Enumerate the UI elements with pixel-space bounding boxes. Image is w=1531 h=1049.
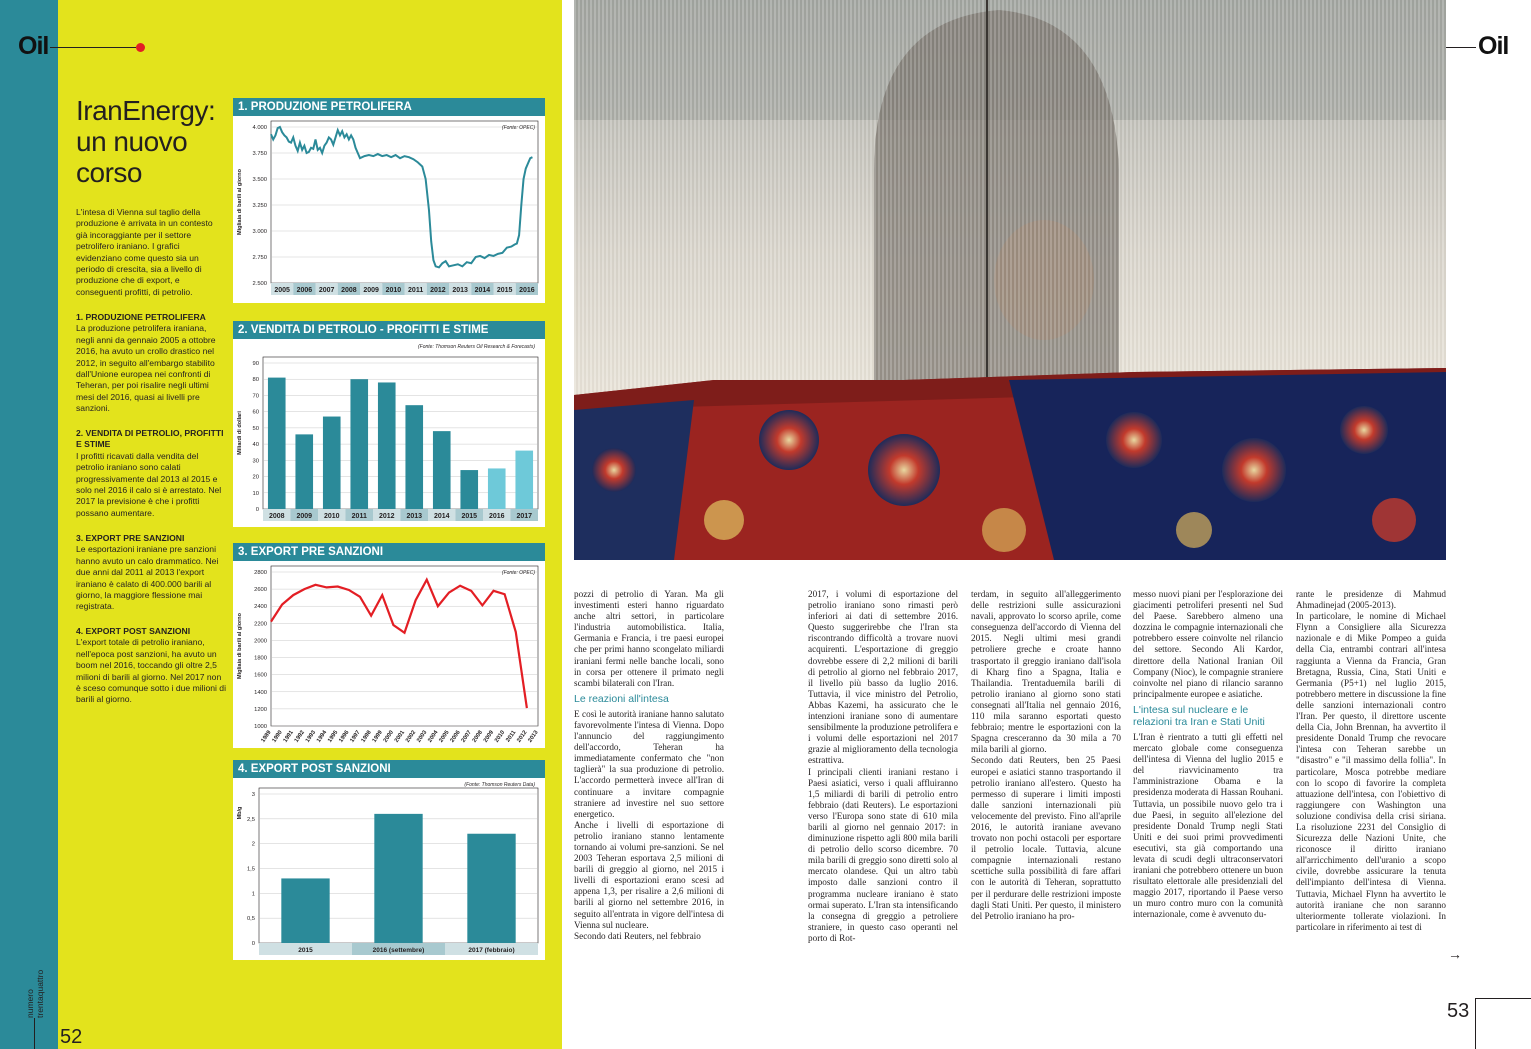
section-1-text: 1. PRODUZIONE PETROLIFERA La produzione petrolifera iraniana, negli anni da gennaio 2005 a ottobre 2016, ha avuto un crollo drastico nel 2012, in seguito all'embargo stabilito dall'Unione europea nei confronti di Teheran, per poi risalire negli ultimi mesi del 2016, quasi ai livelli pre sanzioni. <box>76 312 216 414</box>
y-tick-label: 50 <box>252 425 259 432</box>
x-tick-label: 1996 <box>338 729 351 744</box>
chart-title-production: 1. PRODUZIONE PETROLIFERA <box>233 98 545 116</box>
article-column-4: messo nuovi piani per l'esplorazione dei giacimenti petroliferi presenti nel Sud del Paese. Sarebbero almeno una dozzina le compagnie internazionali che potrebbero essere coinvolte nel rilancio del settore. Secondo Ali Kardor, direttore della National Iranian Oil Company (Nioc), le compagnie straniere coinvolte nel piano di rilancio saranno principalmente europee e asiatiche. L'intesa sul nucleare e le relazioni tra Iran e Stati Uniti L'Iran è rientrato a tutti gli effetti nel mercato globale come conseguenza dell'intesa di Vienna del luglio 2015 e del riavvicinamento tra l'amministrazione Obama e la presidenza moderata di Hassan Rouhani. Tuttavia, un possibile nuovo gelo tra i due Paesi, in seguito all'elezione del presidente Donald Trump negli Stati Uniti e dei suoi primi provvedimenti esecutivi, sta già comportando una levata di scudi degli ultraconservatori iraniani che potrebbero ottenere un buon risultato elettorale alle presidenziali del maggio 2017, riportando il Paese verso un muro contro muro con la comunità internazionale, come è avvenuto du- <box>1133 589 1283 920</box>
x-tick-label: 2013 <box>527 729 540 744</box>
x-tick-label: 1990 <box>271 729 284 744</box>
x-tick-label: 2015 <box>298 947 313 954</box>
y-tick-label: 2,5 <box>246 816 255 823</box>
y-axis-label: Migliaia di barili al giorno <box>237 168 243 236</box>
teal-margin-strip <box>0 0 58 1049</box>
x-tick-label: 2007 <box>318 287 335 294</box>
bar <box>515 451 533 509</box>
x-tick-label: 1999 <box>371 729 384 744</box>
bar <box>323 417 341 509</box>
bar <box>467 834 515 943</box>
bar <box>350 379 368 509</box>
x-tick-label: 2017 (febbraio) <box>468 947 515 954</box>
oil-logo-right: Oil <box>1478 32 1509 60</box>
y-axis-label: Migliaia di barili al giorno <box>237 612 243 680</box>
chart-export-pre <box>233 561 545 748</box>
y-tick-label: 3.000 <box>252 229 267 235</box>
article-column-2: 2017, i volumi di esportazione del petrolio iraniano sono rimasti però inferiori ai dati di settembre 2016. Questo suggerirebbe che l'Iran sta riscontrando difficoltà a trovare nuovi acquirenti. L'esportazione di greggio dovrebbe essere di 2,2 milioni di barili di petrolio al giorno nel febbraio 2017, il livello più basso da luglio 2016. Tuttavia, il vice ministro del Petrolio, Abbas Kazemi, ha assicurato che le intenzioni iraniane sono di aumentare sensibilmente la produzione petrolifera e i volumi delle esportazioni nel 2017 grazie al miglioramento della tecnologia estrattiva. I principali clienti iraniani restano i Paesi asiatici, verso i quali affluiranno 1,5 miliardi di barili di petrolio entro febbraio (dati Reuters). Le esportazioni verso l'Europa sono state di 610 mila barili al giorno nel gennaio 2017: in diminuzione rispetto agli 800 mila barili di petrolio dello scorso dicembre. 70 mila barili di greggio sono diretti solo al mercato olandese. Qui un altro tabù imposto dalle sanzioni contro il programma nucleare iraniano è stato ormai superato. L'Iran sta intensificando la consegna di greggio a petroliere straniere, in questo caso operanti nel porto di Rot- <box>808 589 959 943</box>
x-tick-label: 1994 <box>315 729 329 744</box>
page-number-left: 52 <box>60 1026 83 1048</box>
x-tick-label: 2015 <box>461 513 478 520</box>
bar <box>374 814 422 943</box>
x-tick-label: 2003 <box>416 729 429 744</box>
bar <box>378 382 396 509</box>
header-red-dot-left <box>136 43 145 52</box>
section-3-text: 3. EXPORT PRE SANZIONI Le esportazioni iraniane pre sanzioni hanno avuto un calo drammatico. Nei due anni dal 2011 al 2013 l'export iraniano è calato di 400.000 barili al giorno, la maggiore flessione mai registrata. <box>76 533 219 612</box>
plot-frame <box>271 566 538 726</box>
x-tick-label: 1998 <box>360 729 373 744</box>
y-tick-label: 3.250 <box>252 203 267 209</box>
x-tick-label: 1991 <box>282 729 295 744</box>
x-tick-label: 1995 <box>327 729 340 744</box>
x-tick-label: 2016 <box>488 513 505 520</box>
oil-logo-left: Oil <box>18 32 49 60</box>
y-tick-label: 2200 <box>254 621 267 628</box>
x-tick-label: 2014 <box>474 287 491 294</box>
continue-arrow-icon: → <box>1448 946 1462 962</box>
x-tick-label: 2006 <box>449 729 462 744</box>
y-tick-label: 3 <box>251 792 255 798</box>
y-tick-label: 2.750 <box>252 255 267 261</box>
x-tick-label: 2012 <box>516 729 529 744</box>
y-tick-label: 1200 <box>254 706 267 713</box>
section-2-text: 2. VENDITA DI PETROLIO, PROFITTI E STIME I profitti ricavati dalla vendita del petrolio iraniano sono calati progressivamente dal 2013 al 2015 e solo nel 2016 il calo si è arrestato. Nel 2017 la previsione è che i profitti possano aumentare. <box>76 428 224 518</box>
x-tick-label: 2000 <box>382 729 396 744</box>
x-tick-label: 2005 <box>274 287 290 294</box>
chart-title-sales: 2. VENDITA DI PETROLIO - PROFITTI E STIME <box>233 321 545 339</box>
x-tick-label: 2009 <box>296 513 313 520</box>
footer-rule-left <box>34 1018 35 1049</box>
y-tick-label: 3.750 <box>252 151 267 157</box>
y-axis-label: Mb/g <box>237 806 243 820</box>
header-rule-left <box>50 47 136 48</box>
footer-rule-right-v <box>1475 998 1476 1049</box>
y-axis-label: Miliardi di dollari <box>237 411 243 455</box>
bar <box>433 431 451 509</box>
x-tick-label: 2011 <box>351 513 367 520</box>
y-tick-label: 1 <box>251 891 255 898</box>
y-tick-label: 0,5 <box>246 916 255 923</box>
y-tick-label: 40 <box>252 442 259 449</box>
x-tick-label: 1992 <box>293 729 307 744</box>
chart-source: (Fonte: Thomson Reuters Data) <box>464 782 535 788</box>
x-tick-label: 2005 <box>438 729 451 744</box>
chart-title-export-post: 4. EXPORT POST SANZIONI <box>233 760 545 778</box>
y-tick-label: 1,5 <box>246 866 255 873</box>
subhead-reazioni: Le reazioni all'intesa <box>574 692 669 705</box>
chart-source: (Fonte: OPEC) <box>501 125 535 131</box>
y-tick-label: 80 <box>252 377 259 384</box>
x-tick-label: 2008 <box>341 287 357 294</box>
y-tick-label: 1600 <box>254 672 267 679</box>
chart-source: (Fonte: OPEC) <box>501 570 535 576</box>
x-tick-label: 1989 <box>260 729 273 744</box>
x-tick-label: 2011 <box>408 287 424 294</box>
x-tick-label: 2009 <box>482 729 496 744</box>
y-tick-label: 2.500 <box>252 281 267 287</box>
y-tick-label: 1800 <box>254 655 267 662</box>
y-tick-label: 2600 <box>254 587 267 594</box>
chart-sales <box>233 339 545 527</box>
x-tick-label: 2010 <box>385 287 402 294</box>
chart-production <box>233 116 545 303</box>
x-tick-label: 2014 <box>433 513 450 520</box>
page-number-right: 53 <box>1447 1000 1470 1022</box>
x-tick-label: 2016 (settembre) <box>372 947 425 954</box>
bar <box>281 878 329 943</box>
chart-card-export-post <box>233 760 545 960</box>
y-tick-label: 10 <box>252 490 259 497</box>
section-4-text: 4. EXPORT POST SANZIONI L'export totale di petrolio iraniano, nell'epoca post sanzioni, ha avuto un boom nel 2016, toccando gli oltre 2,5 milioni di barili al giorno. Nel 2017 non è sceso comunque sotto i due milioni di barili al giorno. <box>76 626 226 705</box>
y-tick-label: 2400 <box>254 604 267 611</box>
x-tick-label: 2001 <box>393 729 407 744</box>
x-tick-label: 2015 <box>496 287 513 294</box>
article-column-1: pozzi di petrolio di Yaran. Ma gli investimenti esteri hanno riguardato anche altri settori, in particolare l'industria automobilistica. Italia, Germania e Francia, i tre paesi europei che per primi hanno scongelato miliardi iraniani fermi nelle banche locali, sono in corsa per ottenere il primato negli scambi bilaterali con l'Iran. Le reazioni all'intesa E così le autorità iraniane hanno salutato favorevolmente l'intesa di Vienna. Dopo l'annuncio del raggiungimento dell'accordo, Teheran ha immediatamente confermato che "non taglierà" la sua produzione di petrolio. L'accordo permetterà invece all'Iran di continuare a invitare compagnie straniere ad investire nel suo settore energetico. Anche i livelli di esportazione di petrolio iraniano stanno lentamente tornando ai volumi pre-sanzioni. Se nel 2003 Teheran esportava 2,5 milioni di barili di greggio al giorno, nel 2015 i livelli di esportazioni erano scesi ad appena 1,3, per risalire a 2,6 milioni di barili al giorno nel settembre 2016, in seguito all'entrata in vigore dell'intesa di Vienna sul nucleare. Secondo dati Reuters, nel febbraio <box>574 589 724 941</box>
x-tick-label: 2012 <box>378 513 395 520</box>
y-tick-label: 20 <box>252 474 259 481</box>
x-tick-label: 2012 <box>430 287 446 294</box>
footer-rule-right-h <box>1475 998 1531 999</box>
y-tick-label: 1000 <box>254 724 267 730</box>
carpet-loom-photo <box>574 0 1446 560</box>
x-tick-label: 2009 <box>363 287 379 294</box>
chart-export-post <box>233 778 545 960</box>
x-tick-label: 2002 <box>404 729 418 744</box>
y-tick-label: 2 <box>251 841 255 848</box>
x-tick-label: 2016 <box>519 287 535 294</box>
x-tick-label: 2006 <box>296 287 313 294</box>
chart-card-production <box>233 98 545 303</box>
article-column-3: terdam, in seguito all'alleggerimento delle restrizioni sulle assicurazioni navali, approvato lo scorso aprile, come conseguenza dell'accordo di Vienna del 2015. Negli ultimi mesi grandi petroliere greche e croate hanno trasportato il greggio iraniano dall'isola di Kharg fino a Spagna, Italia e Thailandia. Trentaduemila barili di petrolio iraniano al giorno sono stati consegnati all'Italia nel gennaio 2016, 110 mila saranno esportati questo febbraio; mentre le esportazioni con la Spagna cresceranno da 30 mila a 70 mila barili al giorno. Secondo dati Reuters, ben 25 Paesi europei e asiatici stanno trasportando il petrolio iraniano all'estero. Questo ha permesso di superare i limiti imposti dalle sanzioni internazionali più velocemente del previsto. Fino all'aprile 2016, le autorità iraniane avevano trovato non pochi ostacoli per esportare il petrolio locale. Tuttavia, alcune compagnie internazionali restano scettiche sulla possibilità di fare affari con le autorità di Teheran, soprattutto per il perdurare delle restrizioni imposte dagli Stati Uniti. Per questo, il ministero del Petrolio iraniano ha pro- <box>971 589 1121 921</box>
y-tick-label: 1400 <box>254 689 267 696</box>
subhead-nucleare: L'intesa sul nucleare e le relazioni tra Iran e Stati Uniti <box>1133 703 1265 728</box>
bar <box>488 468 506 509</box>
bar <box>295 434 313 509</box>
chart-card-sales <box>233 321 545 527</box>
y-tick-label: 30 <box>252 458 259 465</box>
y-tick-label: 0 <box>255 507 259 513</box>
bar <box>460 470 478 509</box>
y-tick-label: 2800 <box>254 570 267 576</box>
x-tick-label: 2011 <box>505 729 518 744</box>
y-tick-label: 2000 <box>254 638 267 645</box>
y-tick-label: 3.500 <box>252 177 267 183</box>
y-tick-label: 4.000 <box>252 125 267 131</box>
y-tick-label: 60 <box>252 409 259 416</box>
chart-title-export-pre: 3. EXPORT PRE SANZIONI <box>233 543 545 561</box>
x-tick-label: 2017 <box>516 513 533 520</box>
headline: IranEnergy: un nuovo corso <box>76 95 216 188</box>
x-tick-label: 2007 <box>460 729 473 744</box>
chart-source: (Fonte: Thomson Reuters Oil Research & Forecasts) <box>418 344 535 350</box>
x-tick-label: 1997 <box>349 729 362 744</box>
x-tick-label: 1993 <box>304 729 318 744</box>
x-tick-label: 2013 <box>406 513 423 520</box>
bar <box>405 405 423 509</box>
x-tick-label: 2008 <box>471 729 485 744</box>
x-tick-label: 2010 <box>493 729 507 744</box>
plot-frame <box>271 121 538 283</box>
intro-text: L'intesa di Vienna sul taglio della produzione è arrivata in un contesto già incoraggiante per il settore petrolifero iraniano. I grafici evidenziano come questo sia un periodo di crescita, sia a livello di produzione che di export, e conseguenti profitti, di petrolio. <box>76 207 213 297</box>
x-tick-label: 2010 <box>323 513 340 520</box>
y-tick-label: 70 <box>252 393 259 400</box>
x-tick-label: 2013 <box>452 287 468 294</box>
bar <box>268 378 286 509</box>
y-tick-label: 0 <box>251 941 255 947</box>
issue-label: numero trentaquattro <box>25 969 45 1018</box>
article-column-5: rante le presidenze di Mahmud Ahmadinejad (2005-2013). In particolare, le nomine di Michael Flynn a Consigliere alla Sicurezza nazionale e di Mike Pompeo a guida della Cia, entrambi contrari all'intesa raggiunta a Vienna da Francia, Gran Bretagna, Russia, Cina, Stati Uniti e Germania (P5+1) nel luglio 2015, potrebbero mettere in discussione la fine delle sanzioni internazionali contro l'Iran. Per questo, il direttore uscente della Cia, John Brennan, ha avvertito il presidente Donald Trump che revocare l'intesa con Teheran sarebbe un "disastro" e "il massimo della follia". In particolare, Mosca potrebbe mediare con lo scopo di favorire la completa attuazione dell'intesa, con l'obiettivo di raggiungere con Washington una soluzione condivisa della crisi siriana. La risoluzione 2231 del Consiglio di Sicurezza delle Nazioni Unite, che riconosce il diritto iraniano all'arricchimento dell'uranio a scopo civile, dovrebbe assicurare la tenuta dell'impianto dell'intesa di Vienna. Tuttavia, Michael Flynn ha avvertito le autorità iraniane che non saranno ulteriormente tollerate violazioni. In particolare in riferimento ai test di <box>1296 589 1446 932</box>
x-tick-label: 2004 <box>427 729 440 744</box>
y-tick-label: 90 <box>252 361 259 367</box>
chart-card-export-pre <box>233 543 545 748</box>
x-tick-label: 2008 <box>268 513 285 520</box>
